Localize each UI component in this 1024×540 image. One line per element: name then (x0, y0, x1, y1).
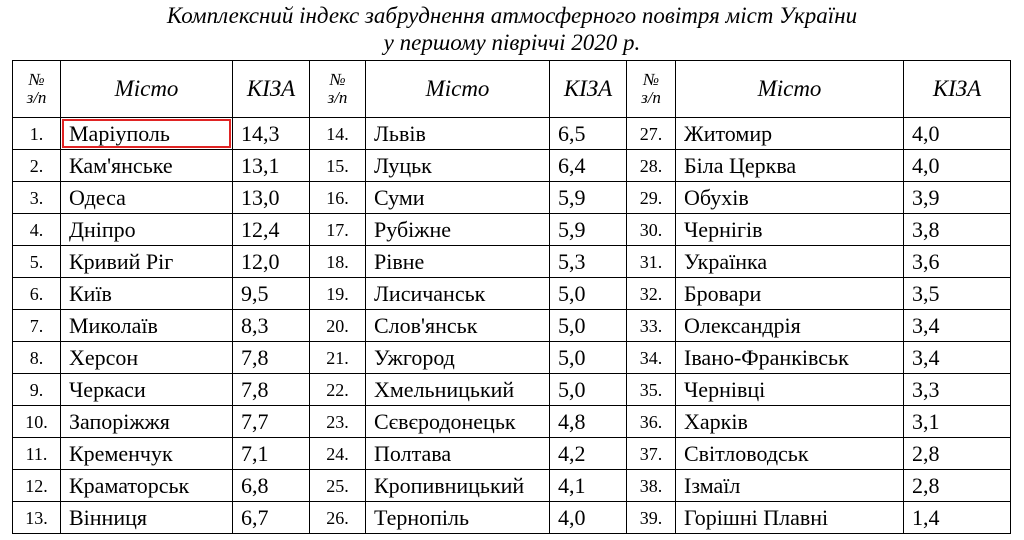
kiza-value: 5,0 (550, 342, 627, 374)
row-number: 23. (310, 406, 366, 438)
kiza-value: 5,0 (550, 310, 627, 342)
row-number: 20. (310, 310, 366, 342)
header-row (13, 61, 1011, 118)
table-row (13, 182, 1011, 214)
city-name: Ізмаїл (676, 470, 904, 502)
row-number: 1. (13, 118, 61, 150)
table-row (13, 278, 1011, 310)
row-number: 19. (310, 278, 366, 310)
row-number: 39. (627, 502, 676, 534)
kiza-value: 3,8 (904, 214, 1011, 246)
kiza-value: 4,2 (550, 438, 627, 470)
row-number: 16. (310, 182, 366, 214)
city-name: Луцьк (366, 150, 550, 182)
row-number: 21. (310, 342, 366, 374)
header-city-1: Місто (61, 61, 233, 118)
city-name: Житомир (676, 118, 904, 150)
row-number: 8. (13, 342, 61, 374)
row-number: 22. (310, 374, 366, 406)
city-name: Бровари (676, 278, 904, 310)
city-name: Дніпро (61, 214, 233, 246)
table-row (13, 406, 1011, 438)
kiza-value: 3,4 (904, 342, 1011, 374)
kiza-value: 3,1 (904, 406, 1011, 438)
city-name: Суми (366, 182, 550, 214)
header-value-3: КІЗА (904, 61, 1011, 118)
row-number: 14. (310, 118, 366, 150)
kiza-value: 6,4 (550, 150, 627, 182)
city-name: Біла Церква (676, 150, 904, 182)
city-name: Кременчук (61, 438, 233, 470)
city-name: Олександрія (676, 310, 904, 342)
kiza-value: 5,9 (550, 214, 627, 246)
city-name: Київ (61, 278, 233, 310)
city-name: Українка (676, 246, 904, 278)
table-row (13, 310, 1011, 342)
table-row (13, 214, 1011, 246)
kiza-value: 7,8 (233, 342, 310, 374)
kiza-value: 13,1 (233, 150, 310, 182)
row-number: 13. (13, 502, 61, 534)
kiza-value: 12,4 (233, 214, 310, 246)
header-city-2: Місто (366, 61, 550, 118)
city-name: Івано-Франківськ (676, 342, 904, 374)
kiza-value: 5,9 (550, 182, 627, 214)
table-row (13, 502, 1011, 534)
kiza-value: 6,7 (233, 502, 310, 534)
kiza-value: 5,0 (550, 278, 627, 310)
city-name: Хмельницький (366, 374, 550, 406)
kiza-value: 1,4 (904, 502, 1011, 534)
row-number: 34. (627, 342, 676, 374)
city-name: Рівне (366, 246, 550, 278)
kiza-value: 3,4 (904, 310, 1011, 342)
kiza-value: 4,1 (550, 470, 627, 502)
kiza-value: 4,0 (904, 118, 1011, 150)
city-name: Світловодськ (676, 438, 904, 470)
city-name: Слов'янськ (366, 310, 550, 342)
row-number: 11. (13, 438, 61, 470)
kiza-value: 5,0 (550, 374, 627, 406)
table-row (13, 246, 1011, 278)
title-line-1: Комплексний індекс забруднення атмосферного повітря міст України (166, 3, 858, 28)
document-title (0, 2, 1024, 56)
header-num-1: № з/п (13, 61, 61, 118)
kiza-value: 3,5 (904, 278, 1011, 310)
kiza-value: 7,1 (233, 438, 310, 470)
city-name: Лисичанськ (366, 278, 550, 310)
city-name: Ужгород (366, 342, 550, 374)
header-num-3: № з/п (627, 61, 676, 118)
city-name: Черкаси (61, 374, 233, 406)
city-name: Чернігів (676, 214, 904, 246)
kiza-value: 9,5 (233, 278, 310, 310)
title-line-2: у першому півріччі 2020 р. (383, 30, 641, 55)
kiza-value: 4,0 (904, 150, 1011, 182)
row-number: 37. (627, 438, 676, 470)
kiza-value: 3,3 (904, 374, 1011, 406)
row-number: 26. (310, 502, 366, 534)
row-number: 7. (13, 310, 61, 342)
city-name: Кропивницький (366, 470, 550, 502)
city-name: Кривий Ріг (61, 246, 233, 278)
row-number: 24. (310, 438, 366, 470)
row-number: 29. (627, 182, 676, 214)
table-row (13, 374, 1011, 406)
city-name: Одеса (61, 182, 233, 214)
row-number: 36. (627, 406, 676, 438)
city-name: Кам'янське (61, 150, 233, 182)
table-row (13, 118, 1011, 150)
pollution-index-table (12, 60, 1011, 534)
kiza-value: 5,3 (550, 246, 627, 278)
city-name: Миколаїв (61, 310, 233, 342)
row-number: 17. (310, 214, 366, 246)
table-row (13, 342, 1011, 374)
row-number: 33. (627, 310, 676, 342)
header-city-3: Місто (676, 61, 904, 118)
table-row (13, 470, 1011, 502)
row-number: 15. (310, 150, 366, 182)
kiza-value: 6,5 (550, 118, 627, 150)
city-name-highlighted: Маріуполь (61, 118, 233, 150)
row-number: 5. (13, 246, 61, 278)
row-number: 2. (13, 150, 61, 182)
kiza-value: 3,9 (904, 182, 1011, 214)
city-name: Обухів (676, 182, 904, 214)
city-name: Рубіжне (366, 214, 550, 246)
row-number: 25. (310, 470, 366, 502)
table-body (13, 118, 1011, 534)
row-number: 35. (627, 374, 676, 406)
kiza-value: 3,6 (904, 246, 1011, 278)
row-number: 3. (13, 182, 61, 214)
row-number: 30. (627, 214, 676, 246)
kiza-value: 7,8 (233, 374, 310, 406)
city-name: Запоріжжя (61, 406, 233, 438)
table-row (13, 150, 1011, 182)
kiza-value: 14,3 (233, 118, 310, 150)
row-number: 28. (627, 150, 676, 182)
kiza-value: 7,7 (233, 406, 310, 438)
kiza-value: 2,8 (904, 470, 1011, 502)
row-number: 9. (13, 374, 61, 406)
header-value-1: КІЗА (233, 61, 310, 118)
city-name: Херсон (61, 342, 233, 374)
kiza-value: 8,3 (233, 310, 310, 342)
city-name: Чернівці (676, 374, 904, 406)
header-value-2: КІЗА (550, 61, 627, 118)
city-name: Тернопіль (366, 502, 550, 534)
row-number: 31. (627, 246, 676, 278)
city-name: Львів (366, 118, 550, 150)
kiza-value: 4,0 (550, 502, 627, 534)
row-number: 38. (627, 470, 676, 502)
row-number: 32. (627, 278, 676, 310)
city-name: Полтава (366, 438, 550, 470)
table-row (13, 438, 1011, 470)
city-name: Сєвєродонецьк (366, 406, 550, 438)
header-num-2: № з/п (310, 61, 366, 118)
row-number: 27. (627, 118, 676, 150)
kiza-value: 2,8 (904, 438, 1011, 470)
kiza-value: 6,8 (233, 470, 310, 502)
row-number: 10. (13, 406, 61, 438)
kiza-value: 12,0 (233, 246, 310, 278)
row-number: 6. (13, 278, 61, 310)
row-number: 4. (13, 214, 61, 246)
row-number: 12. (13, 470, 61, 502)
kiza-value: 4,8 (550, 406, 627, 438)
city-name: Харків (676, 406, 904, 438)
city-name: Горішні Плавні (676, 502, 904, 534)
city-name: Вінниця (61, 502, 233, 534)
kiza-value: 13,0 (233, 182, 310, 214)
city-name: Краматорськ (61, 470, 233, 502)
row-number: 18. (310, 246, 366, 278)
